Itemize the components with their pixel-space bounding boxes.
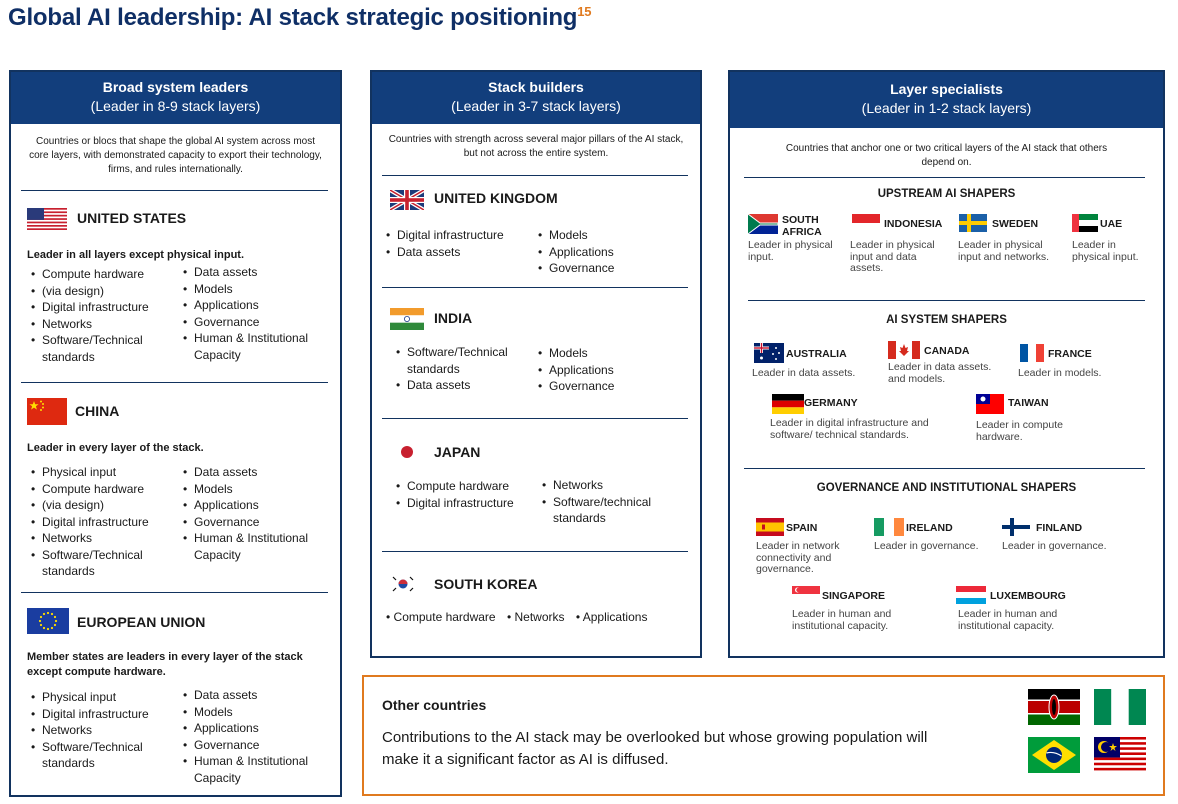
indonesia-name: INDONESIA — [884, 218, 943, 230]
panel-heading: Layer specialists — [890, 81, 1003, 97]
luxembourg-flag-icon — [956, 586, 986, 604]
ireland-desc: Leader in governance. — [874, 540, 979, 552]
list-item: • Governance — [183, 314, 328, 331]
list-item: • Networks — [506, 610, 565, 624]
list-item: • Applications — [538, 244, 688, 261]
ireland-name: IRELAND — [906, 522, 953, 534]
canada-name: CANADA — [924, 345, 970, 357]
china-list-1 — [31, 464, 181, 580]
panel-subheading: (Leader in 3-7 stack layers) — [451, 98, 621, 114]
list-item: • Networks — [542, 477, 692, 494]
divider — [744, 468, 1145, 469]
south-korea-name: SOUTH KOREA — [434, 576, 538, 592]
upstream-title: UPSTREAM AI SHAPERS — [877, 188, 1016, 200]
south-korea-list — [386, 610, 647, 624]
taiwan-desc: Leader in compute hardware. — [976, 419, 1063, 443]
list-item: • Digital infrastructure — [31, 299, 181, 316]
builders-panel-header — [372, 72, 700, 124]
south-korea-flag-icon — [390, 574, 416, 594]
list-item: • Digital infrastructure — [386, 227, 546, 244]
list-item: • (via design) — [31, 497, 181, 514]
list-item-text: Networks — [514, 610, 565, 624]
list-item: • Models — [538, 345, 688, 362]
japan-list-2 — [542, 477, 692, 527]
list-item: • Software/Technical standards — [396, 344, 546, 377]
list-item: • Digital infrastructure — [396, 495, 546, 512]
uk-name: UNITED KINGDOM — [434, 190, 558, 206]
other-countries-title: Other countries — [382, 697, 487, 713]
india-name: INDIA — [434, 310, 473, 326]
panel-subheading: (Leader in 8-9 stack layers) — [90, 98, 261, 114]
south-africa-flag-icon — [748, 214, 778, 234]
germany-name: GERMANY — [804, 397, 858, 409]
list-item: • Applications — [183, 497, 328, 514]
divider — [382, 287, 688, 288]
canada-desc: Leader in data assets. and models. — [888, 361, 992, 385]
list-item: • Applications — [575, 610, 648, 624]
specialists-panel-header — [730, 72, 1163, 128]
page-title — [8, 4, 591, 32]
list-item: • Networks — [31, 722, 181, 739]
list-item: • Models — [538, 227, 688, 244]
broad-system-leaders-panel — [9, 70, 342, 797]
sweden-name: SWEDEN — [992, 218, 1039, 230]
list-item-text: Applications — [582, 610, 648, 624]
list-item: • Data assets — [396, 377, 546, 394]
broad-panel-header — [11, 72, 340, 124]
divider — [21, 592, 328, 593]
other-countries-box — [362, 675, 1165, 796]
list-item: • Compute hardware — [31, 481, 181, 498]
kenya-flag-icon — [1028, 689, 1080, 725]
taiwan-flag-icon — [976, 394, 1004, 414]
sweden-flag-icon — [959, 214, 987, 232]
list-item: • Human & Institutional Capacity — [183, 330, 328, 363]
australia-name: AUSTRALIA — [786, 348, 847, 360]
panel-heading: Broad system leaders — [102, 79, 249, 95]
list-item: • Data assets — [183, 464, 328, 481]
list-item: • Software/Technical standards — [31, 547, 181, 580]
list-item: • Applications — [183, 297, 328, 314]
uae-name: UAE — [1100, 218, 1123, 230]
us-list-2 — [183, 264, 328, 363]
us-flag-icon — [27, 208, 67, 230]
spain-name: SPAIN — [786, 522, 818, 534]
panel-intro: Countries with strength across several major pillars of the AI stack, but not across the entire system. — [388, 134, 684, 159]
malaysia-flag-icon — [1094, 737, 1146, 773]
china-name: CHINA — [75, 403, 120, 419]
list-item: • Models — [183, 481, 328, 498]
list-item: • Compute hardware — [396, 478, 546, 495]
list-item: • Applications — [183, 720, 328, 737]
sweden-desc: Leader in physical input and networks. — [958, 239, 1050, 263]
list-item: • Networks — [31, 316, 181, 333]
footnote-ref: 15 — [577, 4, 592, 19]
panel-intro: Countries that anchor one or two critical layers of the AI stack that others depend on. — [785, 143, 1108, 168]
canada-flag-icon — [888, 341, 920, 359]
japan-flag-icon — [390, 441, 424, 463]
us-lead: Leader in all layers except physical input. — [27, 249, 245, 261]
list-item: • Data assets — [183, 687, 328, 704]
spain-desc: Leader in network connectivity and governance. — [756, 540, 840, 575]
panel-intro: Countries or blocs that shape the global AI system across most core layers, with demonstrated capacity to export their technology, firms, and rules internationally. — [29, 136, 322, 175]
indonesia-desc: Leader in physical input and data assets. — [850, 239, 935, 274]
france-name: FRANCE — [1048, 348, 1092, 360]
divider — [21, 382, 328, 383]
australia-desc: Leader in data assets. — [752, 367, 856, 379]
panel-heading: Stack builders — [488, 79, 584, 95]
ai-system-shapers-title: AI SYSTEM SHAPERS — [886, 314, 1007, 326]
germany-flag-icon — [772, 394, 804, 414]
eu-name: EUROPEAN UNION — [77, 614, 206, 630]
nigeria-flag-icon — [1094, 689, 1146, 725]
japan-list-1 — [396, 478, 546, 511]
france-desc: Leader in models. — [1018, 367, 1102, 379]
layer-specialists-panel — [728, 70, 1165, 658]
china-list-2 — [183, 464, 328, 563]
stack-builders-panel — [370, 70, 702, 658]
taiwan-name: TAIWAN — [1008, 397, 1049, 409]
list-item: • Human & Institutional Capacity — [183, 753, 328, 786]
list-item: • Models — [183, 281, 328, 298]
list-item: • Governance — [538, 260, 688, 277]
list-item: • Models — [183, 704, 328, 721]
finland-flag-icon — [1002, 518, 1030, 536]
australia-flag-icon — [754, 343, 784, 363]
india-flag-icon — [390, 308, 424, 330]
luxembourg-desc: Leader in human and institutional capacity. — [958, 608, 1058, 632]
spain-flag-icon — [756, 518, 784, 536]
finland-desc: Leader in governance. — [1002, 540, 1107, 552]
list-item: • Governance — [183, 514, 328, 531]
divider — [382, 175, 688, 176]
singapore-desc: Leader in human and institutional capacity. — [792, 608, 892, 632]
list-item: • Software/Technical standards — [31, 332, 181, 365]
eu-lead: Member states are leaders in every layer of the stack except compute hardware. — [27, 651, 303, 678]
china-lead: Leader in every layer of the stack. — [27, 442, 204, 454]
singapore-name: SINGAPORE — [822, 590, 886, 602]
list-item: • Networks — [31, 530, 181, 547]
page-title-text: Global AI leadership: AI stack strategic positioning — [8, 4, 578, 31]
uk-list-1 — [386, 227, 546, 260]
list-item: • Applications — [538, 362, 688, 379]
panel-subheading: (Leader in 1-2 stack layers) — [861, 100, 1032, 116]
governance-shapers-title: GOVERNANCE AND INSTITUTIONAL SHAPERS — [816, 482, 1077, 494]
list-item: • Compute hardware — [31, 266, 181, 283]
list-item: • Physical input — [31, 464, 181, 481]
indonesia-flag-icon — [852, 214, 880, 232]
list-item: • Governance — [183, 737, 328, 754]
list-item: • Data assets — [386, 244, 546, 261]
list-item: • (via design) — [31, 283, 181, 300]
us-name: UNITED STATES — [77, 210, 187, 226]
brazil-flag-icon — [1028, 737, 1080, 773]
eu-list-2 — [183, 687, 328, 786]
divider — [382, 418, 688, 419]
list-item-text: Compute hardware — [393, 610, 496, 624]
list-item: • Digital infrastructure — [31, 514, 181, 531]
japan-name: JAPAN — [434, 444, 481, 460]
divider — [748, 300, 1145, 301]
list-item: • Data assets — [183, 264, 328, 281]
us-list-1 — [31, 266, 181, 365]
ireland-flag-icon — [874, 518, 904, 536]
list-item: • Physical input — [31, 689, 181, 706]
list-item: • Software/technical standards — [542, 494, 692, 527]
uae-desc: Leader in physical input. — [1072, 239, 1139, 263]
uk-list-2 — [538, 227, 688, 277]
india-list-2 — [538, 345, 688, 395]
list-item: • Compute hardware — [386, 610, 496, 624]
singapore-flag-icon — [792, 586, 820, 602]
list-item: • Software/Technical standards — [31, 739, 181, 772]
luxembourg-name: LUXEMBOURG — [990, 590, 1066, 602]
india-list-1 — [396, 344, 546, 394]
eu-list-1 — [31, 689, 181, 772]
list-item: • Digital infrastructure — [31, 706, 181, 723]
other-countries-text: Contributions to the AI stack may be overlooked but whose growing population will make it a significant factor as AI is diffused. — [382, 729, 928, 768]
finland-name: FINLAND — [1036, 522, 1083, 534]
germany-desc: Leader in digital infrastructure and software/ technical standards. — [770, 417, 929, 441]
uk-flag-icon — [390, 190, 424, 210]
divider — [382, 551, 688, 552]
eu-flag-icon — [27, 608, 69, 634]
china-flag-icon — [27, 398, 67, 425]
divider — [21, 190, 328, 191]
list-item: • Human & Institutional Capacity — [183, 530, 328, 563]
south-africa-name: SOUTH AFRICA — [782, 214, 822, 238]
divider — [744, 177, 1145, 178]
france-flag-icon — [1020, 344, 1044, 362]
uae-flag-icon — [1072, 214, 1098, 232]
list-item: • Governance — [538, 378, 688, 395]
south-africa-desc: Leader in physical input. — [748, 239, 833, 263]
